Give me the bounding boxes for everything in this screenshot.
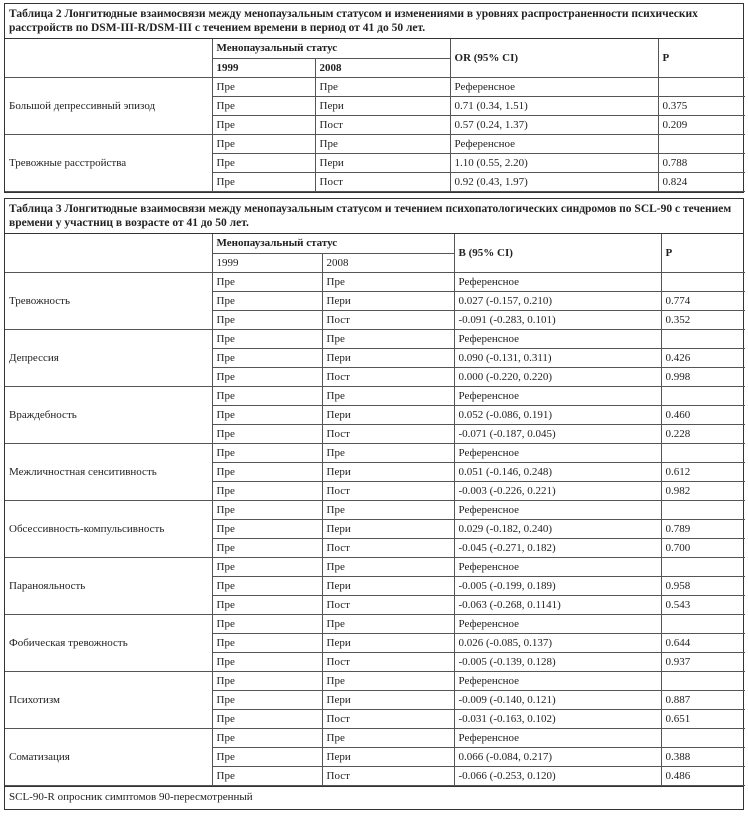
status-1999-cell: Пре xyxy=(212,729,322,748)
table3-caption: Таблица 3 Лонгитюдные взаимосвязи между менопаузальным статусом и течением психопатологических синдромов по SCL-90 с течением времени у участниц в возрасте от 41 до 50 лет. xyxy=(5,199,743,234)
table3-effect-header: B (95% CI) xyxy=(454,234,661,273)
table3-status-header: Менопаузальный статус xyxy=(212,234,454,254)
status-2008-cell: Пери xyxy=(322,691,454,710)
status-2008-cell: Пре xyxy=(315,135,450,154)
effect-cell: Референсное xyxy=(454,672,661,691)
p-value-cell xyxy=(661,330,745,349)
table2-p-header: P xyxy=(658,39,745,78)
status-1999-cell: Пре xyxy=(212,154,315,173)
status-1999-cell: Пре xyxy=(212,558,322,577)
p-value-cell xyxy=(661,558,745,577)
table2-effect-header: OR (95% CI) xyxy=(450,39,658,78)
p-value-cell xyxy=(661,729,745,748)
effect-cell: 1.10 (0.55, 2.20) xyxy=(450,154,658,173)
p-value-cell: 0.543 xyxy=(661,596,745,615)
p-value-cell xyxy=(661,387,745,406)
table2-box xyxy=(4,3,744,193)
p-value-cell: 0.228 xyxy=(661,425,745,444)
group-label: Обсессивность-компульсивность xyxy=(5,501,212,558)
table2 xyxy=(5,39,745,192)
p-value-cell: 0.700 xyxy=(661,539,745,558)
p-value-cell: 0.982 xyxy=(661,482,745,501)
status-2008-cell: Пост xyxy=(322,425,454,444)
p-value-cell: 0.958 xyxy=(661,577,745,596)
status-2008-cell: Пре xyxy=(322,558,454,577)
status-1999-cell: Пре xyxy=(212,116,315,135)
status-1999-cell: Пре xyxy=(212,710,322,729)
status-2008-cell: Пре xyxy=(322,672,454,691)
table-row xyxy=(5,135,745,154)
effect-cell: Референсное xyxy=(454,729,661,748)
effect-cell: -0.009 (-0.140, 0.121) xyxy=(454,691,661,710)
p-value-cell: 0.789 xyxy=(661,520,745,539)
p-value-cell xyxy=(658,135,745,154)
table3-p-header: P xyxy=(661,234,745,273)
status-1999-cell: Пре xyxy=(212,425,322,444)
status-1999-cell: Пре xyxy=(212,368,322,387)
status-2008-cell: Пре xyxy=(322,729,454,748)
status-1999-cell: Пре xyxy=(212,748,322,767)
p-value-cell: 0.375 xyxy=(658,97,745,116)
table3-year2-header: 2008 xyxy=(322,254,454,273)
status-1999-cell: Пре xyxy=(212,615,322,634)
table-row xyxy=(5,672,745,691)
status-1999-cell: Пре xyxy=(212,634,322,653)
effect-cell: 0.71 (0.34, 1.51) xyxy=(450,97,658,116)
table2-header-row xyxy=(5,39,745,59)
status-1999-cell: Пре xyxy=(212,311,322,330)
effect-cell: 0.92 (0.43, 1.97) xyxy=(450,173,658,192)
effect-cell: -0.066 (-0.253, 0.120) xyxy=(454,767,661,786)
p-value-cell: 0.937 xyxy=(661,653,745,672)
p-value-cell xyxy=(661,444,745,463)
table2-year1-header: 1999 xyxy=(212,59,315,78)
group-label: Межличностная сенситивность xyxy=(5,444,212,501)
group-label: Тревожные расстройства xyxy=(5,135,212,192)
effect-cell: -0.045 (-0.271, 0.182) xyxy=(454,539,661,558)
status-1999-cell: Пре xyxy=(212,444,322,463)
effect-cell: -0.091 (-0.283, 0.101) xyxy=(454,311,661,330)
status-1999-cell: Пре xyxy=(212,330,322,349)
status-2008-cell: Пост xyxy=(322,596,454,615)
effect-cell: 0.090 (-0.131, 0.311) xyxy=(454,349,661,368)
p-value-cell xyxy=(661,273,745,292)
status-1999-cell: Пре xyxy=(212,596,322,615)
status-2008-cell: Пост xyxy=(322,710,454,729)
p-value-cell: 0.388 xyxy=(661,748,745,767)
table-row xyxy=(5,78,745,97)
effect-cell: Референсное xyxy=(450,78,658,97)
status-2008-cell: Пре xyxy=(322,273,454,292)
p-value-cell: 0.887 xyxy=(661,691,745,710)
p-value-cell: 0.644 xyxy=(661,634,745,653)
group-label: Большой депрессивный эпизод xyxy=(5,78,212,135)
group-label: Соматизация xyxy=(5,729,212,786)
status-1999-cell: Пре xyxy=(212,78,315,97)
status-2008-cell: Пери xyxy=(322,520,454,539)
table-row xyxy=(5,330,745,349)
table3-year1-header: 1999 xyxy=(212,254,322,273)
group-label: Враждебность xyxy=(5,387,212,444)
status-2008-cell: Пост xyxy=(315,116,450,135)
status-1999-cell: Пре xyxy=(212,539,322,558)
status-1999-cell: Пре xyxy=(212,482,322,501)
p-value-cell xyxy=(661,615,745,634)
effect-cell: Референсное xyxy=(454,387,661,406)
status-2008-cell: Пери xyxy=(322,349,454,368)
p-value-cell: 0.774 xyxy=(661,292,745,311)
effect-cell: -0.031 (-0.163, 0.102) xyxy=(454,710,661,729)
effect-cell: Референсное xyxy=(454,501,661,520)
table-row xyxy=(5,558,745,577)
p-value-cell: 0.209 xyxy=(658,116,745,135)
effect-cell: -0.005 (-0.199, 0.189) xyxy=(454,577,661,596)
p-value-cell xyxy=(661,672,745,691)
status-2008-cell: Пре xyxy=(315,78,450,97)
effect-cell: -0.063 (-0.268, 0.1141) xyxy=(454,596,661,615)
effect-cell: Референсное xyxy=(450,135,658,154)
table2-status-header: Менопаузальный статус xyxy=(212,39,450,59)
status-2008-cell: Пост xyxy=(322,368,454,387)
status-1999-cell: Пре xyxy=(212,97,315,116)
status-2008-cell: Пери xyxy=(322,292,454,311)
status-2008-cell: Пери xyxy=(315,97,450,116)
table2-header-blank xyxy=(5,39,212,78)
document-page xyxy=(4,3,744,810)
status-1999-cell: Пре xyxy=(212,691,322,710)
status-1999-cell: Пре xyxy=(212,653,322,672)
effect-cell: Референсное xyxy=(454,330,661,349)
table-row xyxy=(5,615,745,634)
table3-header-row xyxy=(5,234,745,254)
effect-cell: 0.027 (-0.157, 0.210) xyxy=(454,292,661,311)
effect-cell: 0.026 (-0.085, 0.137) xyxy=(454,634,661,653)
status-2008-cell: Пери xyxy=(322,634,454,653)
p-value-cell: 0.788 xyxy=(658,154,745,173)
effect-cell: -0.071 (-0.187, 0.045) xyxy=(454,425,661,444)
group-label: Депрессия xyxy=(5,330,212,387)
effect-cell: -0.003 (-0.226, 0.221) xyxy=(454,482,661,501)
status-2008-cell: Пре xyxy=(322,387,454,406)
status-1999-cell: Пре xyxy=(212,173,315,192)
effect-cell: 0.029 (-0.182, 0.240) xyxy=(454,520,661,539)
effect-cell: 0.066 (-0.084, 0.217) xyxy=(454,748,661,767)
status-2008-cell: Пери xyxy=(315,154,450,173)
p-value-cell: 0.824 xyxy=(658,173,745,192)
effect-cell: 0.57 (0.24, 1.37) xyxy=(450,116,658,135)
status-1999-cell: Пре xyxy=(212,292,322,311)
status-2008-cell: Пост xyxy=(322,653,454,672)
p-value-cell: 0.486 xyxy=(661,767,745,786)
status-1999-cell: Пре xyxy=(212,767,322,786)
effect-cell: 0.051 (-0.146, 0.248) xyxy=(454,463,661,482)
table2-caption: Таблица 2 Лонгитюдные взаимосвязи между менопаузальным статусом и изменениями в уровнях распространенности психических расстройств по DSM-III-R/DSM-III с течением времени в период от 41 до 50 лет. xyxy=(5,4,743,39)
p-value-cell: 0.998 xyxy=(661,368,745,387)
p-value-cell xyxy=(658,78,745,97)
status-2008-cell: Пост xyxy=(315,173,450,192)
group-label: Тревожность xyxy=(5,273,212,330)
group-label: Фобическая тревожность xyxy=(5,615,212,672)
status-1999-cell: Пре xyxy=(212,387,322,406)
status-2008-cell: Пре xyxy=(322,330,454,349)
status-2008-cell: Пери xyxy=(322,463,454,482)
status-2008-cell: Пре xyxy=(322,444,454,463)
p-value-cell: 0.651 xyxy=(661,710,745,729)
p-value-cell: 0.426 xyxy=(661,349,745,368)
table2-year2-header: 2008 xyxy=(315,59,450,78)
status-2008-cell: Пост xyxy=(322,539,454,558)
table-row xyxy=(5,273,745,292)
status-2008-cell: Пост xyxy=(322,311,454,330)
status-1999-cell: Пре xyxy=(212,577,322,596)
status-1999-cell: Пре xyxy=(212,406,322,425)
status-2008-cell: Пре xyxy=(322,501,454,520)
table-row xyxy=(5,444,745,463)
effect-cell: 0.000 (-0.220, 0.220) xyxy=(454,368,661,387)
p-value-cell: 0.460 xyxy=(661,406,745,425)
p-value-cell: 0.352 xyxy=(661,311,745,330)
status-2008-cell: Пери xyxy=(322,748,454,767)
status-2008-cell: Пост xyxy=(322,482,454,501)
table3-header-blank xyxy=(5,234,212,273)
effect-cell: Референсное xyxy=(454,273,661,292)
table-row xyxy=(5,387,745,406)
status-1999-cell: Пре xyxy=(212,520,322,539)
effect-cell: Референсное xyxy=(454,615,661,634)
table-row xyxy=(5,501,745,520)
effect-cell: Референсное xyxy=(454,444,661,463)
group-label: Психотизм xyxy=(5,672,212,729)
p-value-cell: 0.612 xyxy=(661,463,745,482)
status-2008-cell: Пери xyxy=(322,406,454,425)
p-value-cell xyxy=(661,501,745,520)
status-2008-cell: Пре xyxy=(322,615,454,634)
status-2008-cell: Пост xyxy=(322,767,454,786)
status-1999-cell: Пре xyxy=(212,273,322,292)
status-1999-cell: Пре xyxy=(212,135,315,154)
status-1999-cell: Пре xyxy=(212,349,322,368)
status-1999-cell: Пре xyxy=(212,463,322,482)
status-2008-cell: Пери xyxy=(322,577,454,596)
table3 xyxy=(5,234,745,786)
effect-cell: -0.005 (-0.139, 0.128) xyxy=(454,653,661,672)
effect-cell: Референсное xyxy=(454,558,661,577)
table3-footnote: SCL-90-R опросник симптомов 90-пересмотренный xyxy=(5,786,743,809)
group-label: Паранояльность xyxy=(5,558,212,615)
status-1999-cell: Пре xyxy=(212,501,322,520)
table-row xyxy=(5,729,745,748)
status-1999-cell: Пре xyxy=(212,672,322,691)
table3-box xyxy=(4,198,744,810)
effect-cell: 0.052 (-0.086, 0.191) xyxy=(454,406,661,425)
